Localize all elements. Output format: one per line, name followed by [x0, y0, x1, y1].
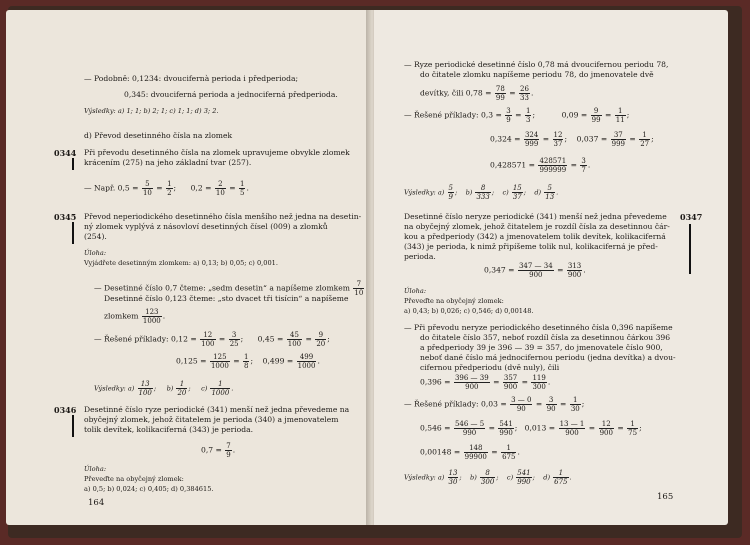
- left-page: [6, 10, 370, 525]
- section-number-0344: 0344: [54, 148, 77, 158]
- margin-bar: [689, 224, 691, 274]
- task-line: Převeďte na obyčejný zlomek:: [404, 297, 504, 305]
- task-heading: Úloha:: [84, 249, 107, 257]
- task-heading: Úloha:: [404, 287, 427, 295]
- results-line: Výsledky: a) $\frac{5}{9}$ ; b) $\frac{8}{333}$ ; c) $\frac{15}{37}$ ; d) $\frac{5}{13}$ .: [404, 184, 559, 201]
- text-line: perioda.: [404, 252, 436, 261]
- task-line: Převeďte na obyčejný zlomek:: [84, 475, 184, 483]
- results-line: Výsledky: a) 1; 1; b) 2; 1; c) 1; 1; d) 3; 2.: [84, 107, 219, 115]
- fraction: $\frac{1}{2}$: [167, 180, 172, 197]
- section-heading: d) Převod desetinného čísla na zlomek: [84, 131, 233, 140]
- page-number: 165: [657, 492, 674, 502]
- formula: 0,7 = $\frac{7}{9}$ .: [201, 442, 236, 459]
- margin-bar: [72, 158, 74, 170]
- text-line: devítky, čili 0,78 = $\frac{78}{99}$ = $\frac{26}{33}$ .: [420, 85, 534, 102]
- text-line: tolik devítek, kolikaciferná (343) je perioda.: [84, 425, 254, 434]
- page-number: 164: [88, 498, 105, 508]
- solved-examples: — Řešené příklady: 0,3 = $\frac{3}{9}$ = $\frac{1}{3}$ ; 0,09 = $\frac{9}{99}$ = $\frac{1}{11}$ ;: [404, 107, 630, 124]
- solved-examples: — Řešené příklady: 0,03 = $\frac{3 — 0}{90}$ = $\frac{3}{90}$ = $\frac{1}{30}$ ;: [404, 396, 585, 413]
- solved-examples: 0,428571 = $\frac{428571}{999999}$ = $\frac{3}{7}$ .: [490, 157, 591, 174]
- solved-examples: 0,00148 = $\frac{148}{99900}$ = $\frac{1}{675}$ .: [420, 444, 520, 461]
- text-line: do čitatele zlomku napíšeme periodu 78, do jmenovatele dvě: [420, 70, 654, 79]
- text-line: — Ryze periodické desetinné číslo 0,78 má dvoucifernou periodu 78,: [404, 60, 669, 69]
- task-heading: Úloha:: [84, 465, 107, 473]
- text-line: ný zlomek vyplývá z násovloví desetinných čísel (009) a zlomků: [84, 222, 328, 231]
- solved-examples: 0,324 = $\frac{324}{999}$ = $\frac{12}{37}$ ; 0,037 = $\frac{37}{999}$ = $\frac{1}{27}$ ;: [490, 131, 654, 148]
- text-line: zlomkem $\frac{123}{1000}$ .: [104, 308, 166, 325]
- text-line: krácením (275) na jeho základní tvar (257).: [84, 158, 252, 167]
- fraction: $\frac{3}{25}$: [229, 331, 239, 348]
- text-line: kou a předperiody (342) a jmenovatelem tolik devítek, kolikaciferná: [404, 232, 666, 241]
- right-page: [374, 10, 728, 525]
- example-line: — Např. 0,5 = $\frac{5}{10}$ = $\frac{1}{2}$ ; 0,2 = $\frac{2}{10}$ = $\frac{1}{5}$ .: [84, 180, 249, 197]
- section-number-0346: 0346: [54, 405, 77, 415]
- text-line: (254).: [84, 232, 107, 241]
- formula: 0,347 = $\frac{347 — 34}{900}$ = $\frac{313}{900}$ .: [484, 262, 586, 279]
- text-line: — Desetinné číslo 0,7 čteme: „sedm desetin“ a napíšeme zlomkem $\frac{7}{10}$: [94, 280, 364, 297]
- fraction: $\frac{123}{1000}$: [142, 308, 161, 325]
- fraction: $\frac{9}{20}$: [316, 331, 326, 348]
- margin-bar: [72, 415, 74, 437]
- text-line: obyčejný zlomek, jehož čitatelem je perioda (340) a jmenovatelem: [84, 415, 339, 424]
- fraction: $\frac{2}{10}$: [215, 180, 225, 197]
- formula: 0,396 = $\frac{396 — 39}{900}$ = $\frac{357}{900}$ = $\frac{119}{300}$ .: [420, 374, 551, 391]
- task-line: Vyjádřete desetinným zlomkem: a) 0,13; b) 0,05; c) 0,001.: [84, 259, 278, 267]
- text-line: a předperiody 39 je 396 — 39 = 357, do jmenovatele číslo 900,: [420, 343, 663, 352]
- solved-examples: 0,125 = $\frac{125}{1000}$ = $\frac{1}{8}$ ; 0,499 = $\frac{499}{1000}$ .: [176, 353, 320, 370]
- text-line: Převod neperiodického desetinného čísla menšího než jedna na desetin-: [84, 212, 362, 221]
- fraction: $\frac{5}{10}$: [142, 180, 152, 197]
- results-line: Výsledky: a) $\frac{13}{100}$ ; b) $\frac{1}{20}$ ; c) $\frac{1}{1000}$ .: [94, 380, 234, 397]
- text-line: — Podobně: 0,1234: dvoucifernà perioda i předperioda;: [84, 74, 299, 83]
- text-line: Desetinné číslo 0,123 čteme: „sto dvacet tři tisícin“ a napíšeme: [104, 294, 349, 303]
- text-line: Desetinné číslo ryze periodické (341) menší než jedna převedeme na: [84, 405, 350, 414]
- text-line: na obyčejný zlomek, jehož čitatelem je rozdíl čísla za desetinnou čár-: [404, 222, 670, 231]
- results-line: Výsledky: a) $\frac{13}{30}$ ; b) $\frac{8}{300}$ ; c) $\frac{541}{990}$ ; d) $\frac{1}{675}$ .: [404, 469, 572, 486]
- text-line: neboť dané číslo má jednocifernou periodu (jedna devítka) a dvou-: [420, 353, 676, 362]
- solved-examples: 0,546 = $\frac{546 — 5}{990}$ = $\frac{541}{990}$ ; 0,013 = $\frac{13 — 1}{900}$ = $\frac{12}{900}$ = $\frac{1}{75}$ ;: [420, 420, 642, 437]
- task-line: a) 0,43; b) 0,026; c) 0,546; d) 0,00148.: [404, 307, 534, 315]
- text-line: Desetinné číslo neryze periodické (341) menší než jedna převedeme: [404, 212, 667, 221]
- fraction: $\frac{45}{100}$: [287, 331, 302, 348]
- fraction: $\frac{1}{8}$: [243, 353, 249, 370]
- fraction: $\frac{125}{1000}$: [210, 353, 229, 370]
- solved-examples: — Řešené příklady: 0,12 = $\frac{12}{100}$ = $\frac{3}{25}$ ; 0,45 = $\frac{45}{100}$ = $\frac{9}{20}$ ;: [94, 331, 330, 348]
- text-line: do čitatele číslo 357, neboť rozdíl čísla za desetinnou čárkou 396: [420, 333, 671, 342]
- text-line: 0,345: dvouciferná perioda a jednociferná předperioda.: [124, 90, 338, 99]
- section-number-0347: 0347: [680, 212, 703, 222]
- example-label: — Např. 0,5 =: [84, 183, 139, 193]
- section-number-0345: 0345: [54, 212, 77, 222]
- fraction: $\frac{12}{100}$: [201, 331, 215, 348]
- margin-bar: [72, 222, 74, 244]
- fraction: $\frac{1}{5}$: [240, 180, 245, 197]
- task-line: a) 0,5; b) 0,024; c) 0,405; d) 0,384615.: [84, 485, 214, 493]
- text-line: (343) je perioda, k nimž připíšeme tolik nul, kolikaciferná je před-: [404, 242, 658, 251]
- fraction: $\frac{7}{10}$: [354, 280, 364, 297]
- text-line: Při převodu desetinného čísla na zlomek upravujeme obvykle zlomek: [84, 148, 350, 157]
- text-line: cifernou předperiodu (dvě nuly), čili: [420, 363, 560, 372]
- fraction: $\frac{499}{1000}$: [297, 353, 316, 370]
- text-line: — Při převodu neryze periodického desetinného čísla 0,396 napíšeme: [404, 323, 673, 332]
